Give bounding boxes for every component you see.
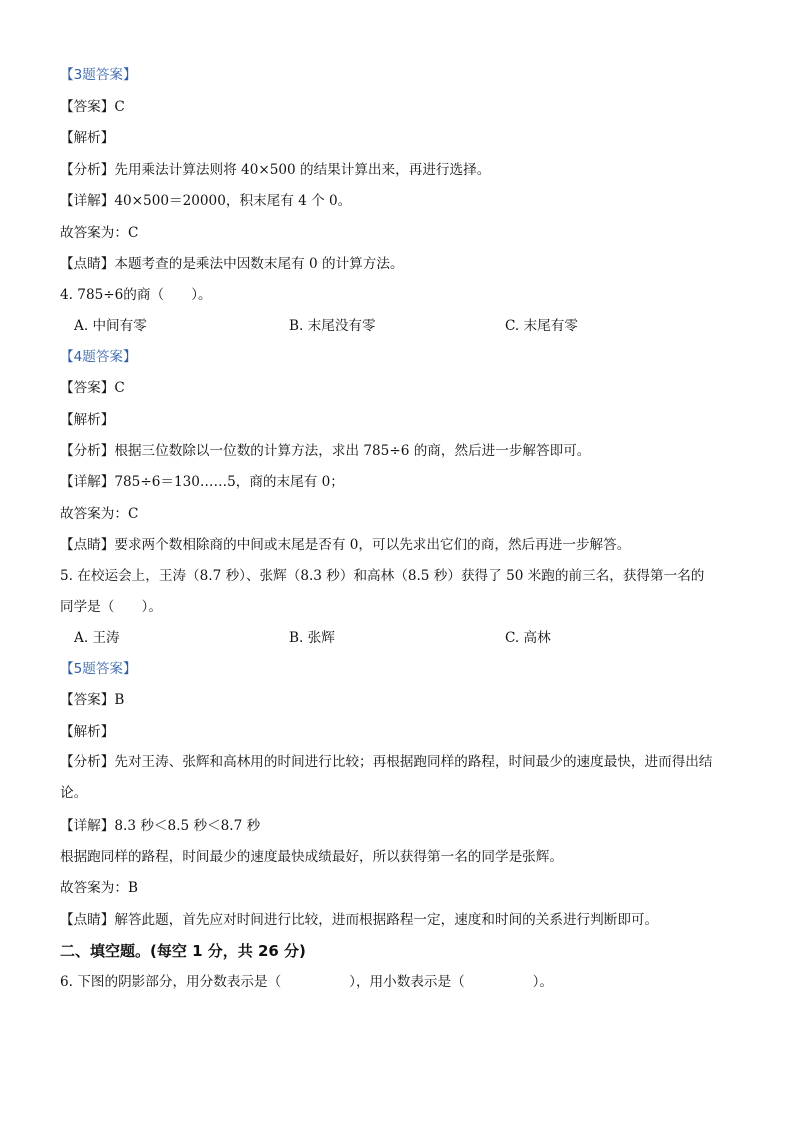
q3-answer: 【答案】C [60,99,125,115]
q5-option-a: A. 王涛 [74,630,120,646]
q4-question: 4. 785÷6的商（ ）。 [60,287,212,303]
q3-dianjing: 【点睛】本题考查的是乘法中因数末尾有 0 的计算方法。 [60,256,404,272]
q6-question: 6. 下图的阴影部分，用分数表示是（ ），用小数表示是（ ）。 [60,974,554,990]
q5-answer-header: 【5题答案】 [60,661,137,677]
q3-analysis-label: 【解析】 [60,130,115,146]
q4-conclusion: 故答案为：C [60,506,139,522]
q4-analysis-label: 【解析】 [60,412,115,428]
q5-analysis-label: 【解析】 [60,724,115,740]
q3-answer-header: 【3题答案】 [60,67,137,83]
q5-option-c: C. 高林 [505,630,551,646]
q5-question-line2: 同学是（ ）。 [60,599,162,615]
q4-xiangjie: 【详解】785÷6＝130……5，商的末尾有 0； [60,474,344,490]
section-heading: 二、填空题。(每空 1 分，共 26 分) [60,942,306,960]
q5-fenxi: 【分析】先对王涛、张辉和高林用的时间进行比较；再根据跑同样的路程，时间最少的速度最快，进而得出结论。 [60,754,713,801]
q4-option-b: B. 末尾没有零 [289,318,376,334]
q5-question-line1: 5. 在校运会上，王涛（8.7 秒）、张辉（8.3 秒）和高林（8.5 秒）获得了 50 米跑的前三名，获得第一名的 [60,568,705,584]
q5-conclusion: 故答案为：B [60,880,138,896]
q3-xiangjie: 【详解】40×500＝20000，积末尾有 4 个 0。 [60,193,352,209]
q5-option-b: B. 张辉 [289,630,335,646]
q5-dianjing: 【点睛】解答此题，首先应对时间进行比较，进而根据路程一定，速度和时间的关系进行判断即可。 [60,912,659,928]
q4-dianjing: 【点睛】要求两个数相除商的中间或末尾是否有 0，可以先求出它们的商，然后再进一步解答。 [60,537,631,553]
q4-option-a: A. 中间有零 [74,318,147,334]
q3-conclusion: 故答案为：C [60,225,139,241]
q5-xiangjie: 【详解】8.3 秒＜8.5 秒＜8.7 秒 [60,818,261,834]
q5-reasoning: 根据跑同样的路程，时间最少的速度最快成绩最好，所以获得第一名的同学是张辉。 [60,849,563,865]
q5-answer: 【答案】B [60,692,125,708]
q3-fenxi: 【分析】先用乘法计算法则将 40×500 的结果计算出来，再进行选择。 [60,162,491,178]
q4-fenxi: 【分析】根据三位数除以一位数的计算方法，求出 785÷6 的商，然后进一步解答即可。 [60,443,591,459]
q4-answer: 【答案】C [60,380,125,396]
q4-answer-header: 【4题答案】 [60,349,137,365]
q4-option-c: C. 末尾有零 [505,318,578,334]
